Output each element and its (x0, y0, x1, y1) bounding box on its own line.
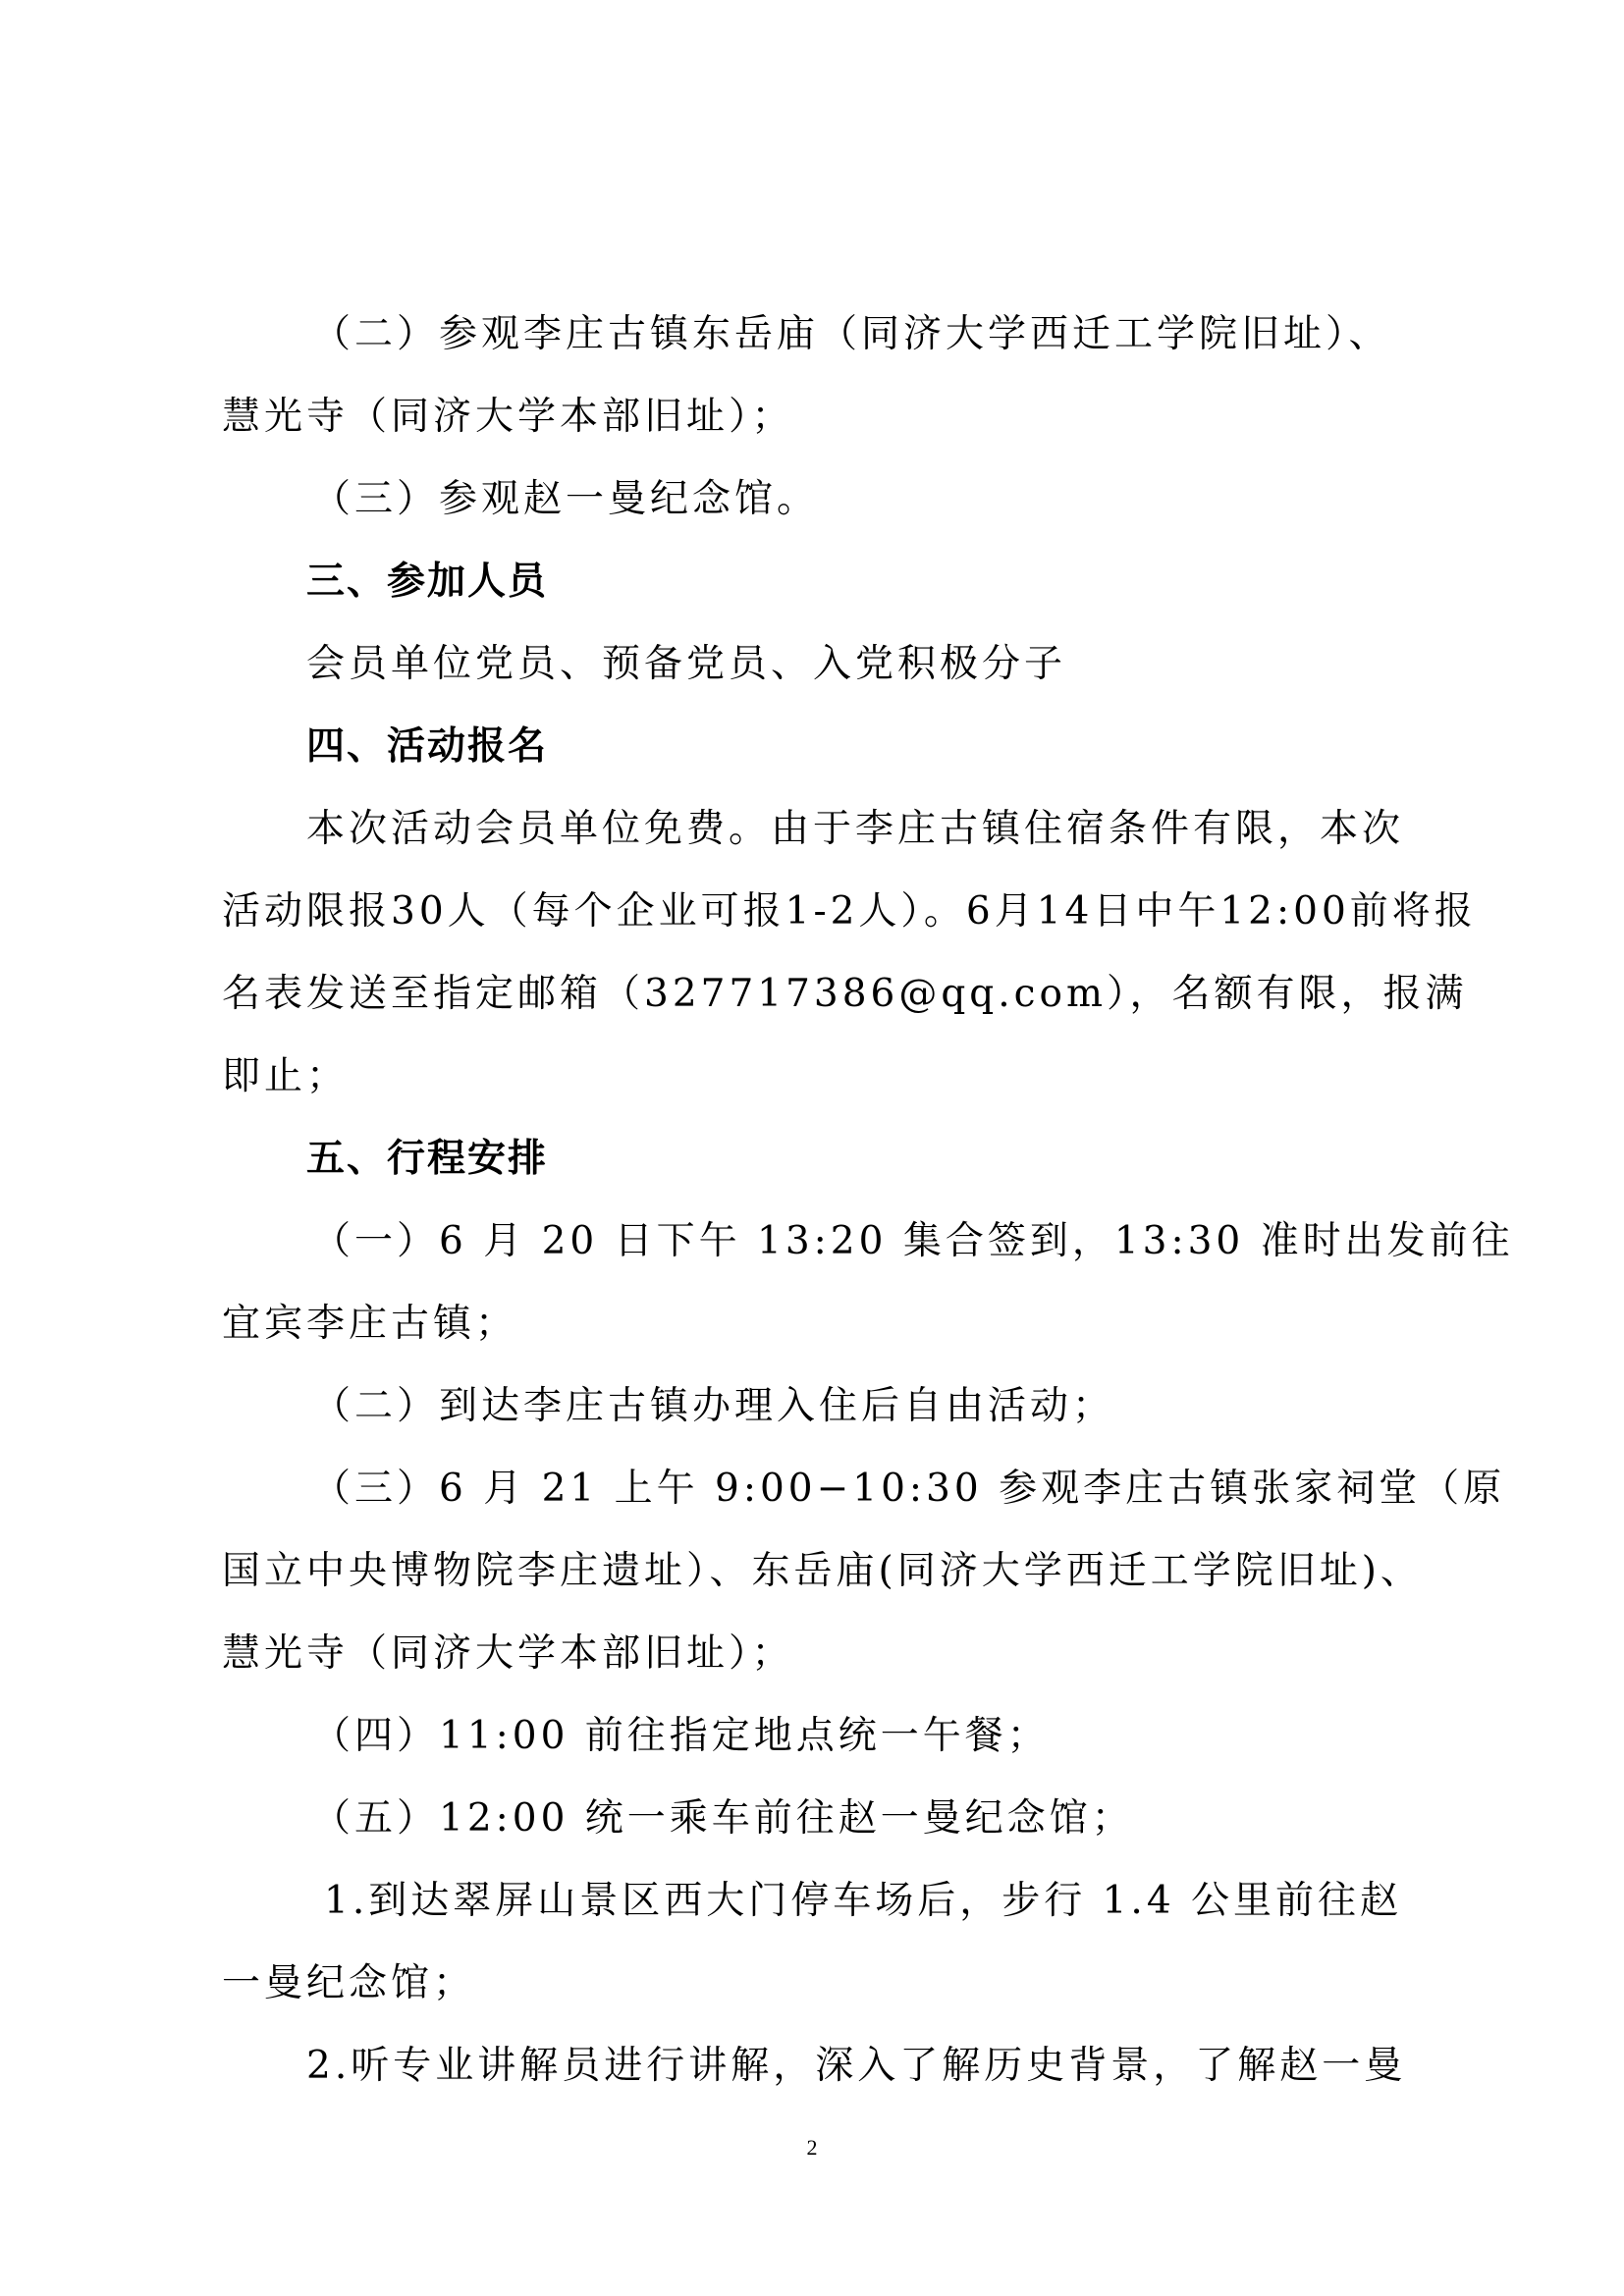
registration-paragraph-line-1: 本次活动会员单位免费。由于李庄古镇住宿条件有限，本次 (306, 807, 1405, 851)
item-two-line-2: 慧光寺（同济大学本部旧址）； (222, 395, 794, 439)
schedule-subitem-one-line-2: 一曼纪念馆； (222, 1961, 476, 2005)
schedule-item-one-line-1: （一）6 月 20 日下午 13:20 集合签到，13:30 准时出发前往 (312, 1219, 1514, 1263)
schedule-item-four: （四）11:00 前往指定地点统一午餐； (312, 1714, 1050, 1758)
schedule-subitem-two-line-1: 2.听专业讲解员进行讲解，深入了解历史背景，了解赵一曼 (306, 2044, 1407, 2088)
schedule-item-three-line-3: 慧光寺（同济大学本部旧址）； (222, 1631, 794, 1676)
section-heading-schedule: 五、行程安排 (306, 1137, 549, 1181)
schedule-item-three-line-1: （三）6 月 21 上午 9:00−10:30 参观李庄古镇张家祠堂（原 (312, 1467, 1506, 1511)
registration-paragraph-line-3: 名表发送至指定邮箱（327717386@qq.com），名额有限，报满 (222, 972, 1468, 1016)
participants-text: 会员单位党员、预备党员、入党积极分子 (306, 642, 1067, 686)
schedule-item-two: （二）到达李庄古镇办理入住后自由活动； (312, 1384, 1115, 1428)
schedule-item-five: （五）12:00 统一乘车前往赵一曼纪念馆； (312, 1796, 1134, 1841)
registration-paragraph-line-4: 即止； (222, 1054, 350, 1098)
section-heading-registration: 四、活动报名 (306, 724, 549, 769)
page-number: 2 (806, 2135, 818, 2160)
schedule-item-three-line-2: 国立中央博物院李庄遗址）、东岳庙(同济大学西迁工学院旧址)、 (222, 1549, 1423, 1593)
registration-paragraph-line-2: 活动限报30人（每个企业可报1-2人）。6月14日中午12:00前将报 (222, 889, 1477, 934)
item-three-line: （三）参观赵一曼纪念馆。 (312, 477, 820, 521)
section-heading-participants: 三、参加人员 (306, 560, 549, 604)
schedule-item-one-line-2: 宜宾李庄古镇； (222, 1302, 518, 1346)
schedule-subitem-one-line-1: 1.到达翠屏山景区西大门停车场后，步行 1.4 公里前往赵 (324, 1879, 1403, 1923)
item-two-line-1: （二）参观李庄古镇东岳庙（同济大学西迁工学院旧址）、 (312, 312, 1391, 356)
